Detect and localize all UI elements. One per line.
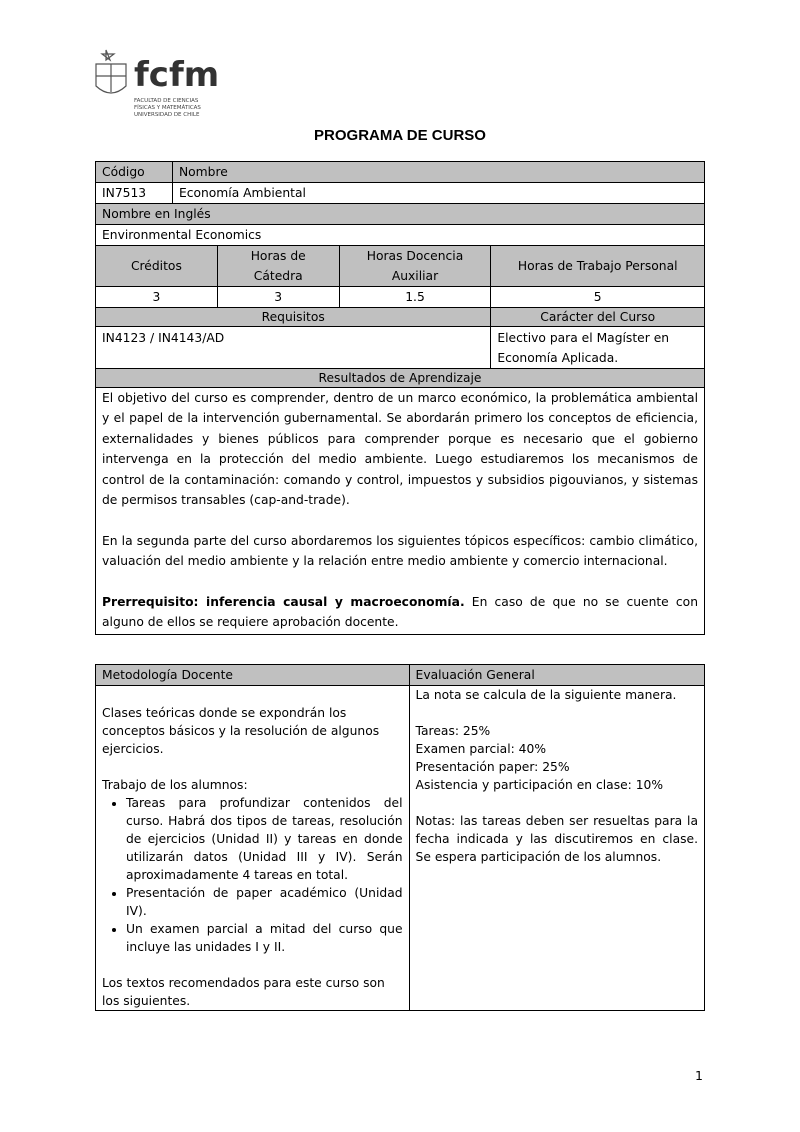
university-seal-icon [92, 46, 222, 130]
requirements-label: Requisitos [96, 308, 491, 327]
credits-value: 3 [96, 287, 218, 308]
svg-text:FÍSICAS Y MATEMÁTICAS: FÍSICAS Y MATEMÁTICAS [134, 105, 201, 111]
evaluation-item: Tareas: 25% [415, 724, 491, 738]
lecture-hours-value: 3 [217, 287, 339, 308]
evaluation-item: Examen parcial: 40% [415, 742, 547, 756]
evaluation-content [409, 686, 704, 1011]
character-value: Electivo para el Magíster en Economía Aplicada. [491, 327, 705, 369]
code-label: Código [96, 162, 173, 183]
page-number: 1 [695, 1068, 703, 1083]
recommended-texts: Los textos recomendados para este curso son los siguientes. [102, 976, 385, 1008]
hours-values-row [96, 287, 705, 308]
personal-hours-label: Horas de Trabajo Personal [491, 246, 705, 287]
svg-text:fcfm: fcfm [134, 55, 220, 95]
evaluation-notes: Notas: las tareas deben ser resueltas para la fecha indicada y las discutiremos en clase. Se espera participación de los alumnos. [415, 814, 698, 864]
english-name: Environmental Economics [96, 225, 705, 246]
page-title: PROGRAMA DE CURSO [314, 127, 486, 144]
course-code: IN7513 [96, 183, 173, 204]
methodology-evaluation-table [95, 664, 705, 1011]
hours-header-row [96, 246, 705, 287]
svg-text:UNIVERSIDAD DE CHILE: UNIVERSIDAD DE CHILE [134, 112, 200, 118]
svg-text:FACULTAD DE CIENCIAS: FACULTAD DE CIENCIAS [134, 98, 199, 104]
credits-label: Créditos [96, 246, 218, 287]
list-item: • Presentación de paper académico (Unidad IV). [126, 884, 403, 920]
english-name-label: Nombre en Inglés [96, 204, 705, 225]
evaluation-item: Presentación paper: 25% [415, 760, 570, 774]
outcomes-label: Resultados de Aprendizaje [96, 369, 705, 388]
header-row [96, 162, 705, 183]
list-item: • Tareas para profundizar contenidos del curso. Habrá dos tipos de tareas, resolución de ejercicios (Unidad II) y tareas en donde utilizarán datos (Unidad III y IV). Serán aproximadamente 4 tareas en total. [126, 794, 403, 884]
methodology-paragraph: Clases teóricas donde se expondrán los conceptos básicos y la resolución de algunos ejercicios. [102, 706, 380, 756]
name-label: Nombre [172, 162, 704, 183]
student-work-label: Trabajo de los alumnos: [102, 778, 248, 792]
prerequisite-note: Prerrequisito: inferencia causal y macroeconomía. En caso de que no se cuente con alguno de ellos se requiere aprobación docente. [102, 595, 699, 630]
outcomes-paragraph-2: En la segunda parte del curso abordaremos los siguientes tópicos específicos: cambio climático, valuación del medio ambiente y la relación entre medio ambiente y comercio internacional. [102, 533, 698, 569]
fcfm-logo [92, 46, 222, 130]
lecture-hours-label: Horas de Cátedra [217, 246, 339, 287]
outcomes-paragraph-1: El objetivo del curso es comprender, dentro de un marco económico, la problemática ambiental y el papel de la intervención gubernamental. Se abordarán primero los conceptos de eficiencia, externalidades y bienes públicos para comprender porque es necesario que el gobierno intervenga en la protección del medio ambiente. Luego estudiaremos los mecanismos de control de la contaminación: comando y control, impuestos y subsidios pigouvianos, y sistemas de permisos transables (cap-and-trade). [102, 391, 698, 508]
course-row [96, 183, 705, 204]
methodology-label: Metodología Docente [96, 665, 410, 686]
personal-hours-value: 5 [491, 287, 705, 308]
course-name: Economía Ambiental [172, 183, 704, 204]
aux-hours-value: 1.5 [339, 287, 491, 308]
list-item: • Un examen parcial a mitad del curso que incluye las unidades I y II. [126, 920, 403, 956]
outcomes-content [96, 388, 705, 635]
character-label: Carácter del Curso [491, 308, 705, 327]
evaluation-label: Evaluación General [409, 665, 704, 686]
aux-hours-label: Horas Docencia Auxiliar [339, 246, 491, 287]
evaluation-intro: La nota se calcula de la siguiente manera. [415, 688, 677, 702]
requirements-value: IN4123 / IN4143/AD [96, 327, 491, 369]
evaluation-item: Asistencia y participación en clase: 10% [415, 778, 664, 792]
methodology-content [96, 686, 410, 1011]
student-work-list [102, 794, 403, 956]
course-table [95, 161, 705, 635]
